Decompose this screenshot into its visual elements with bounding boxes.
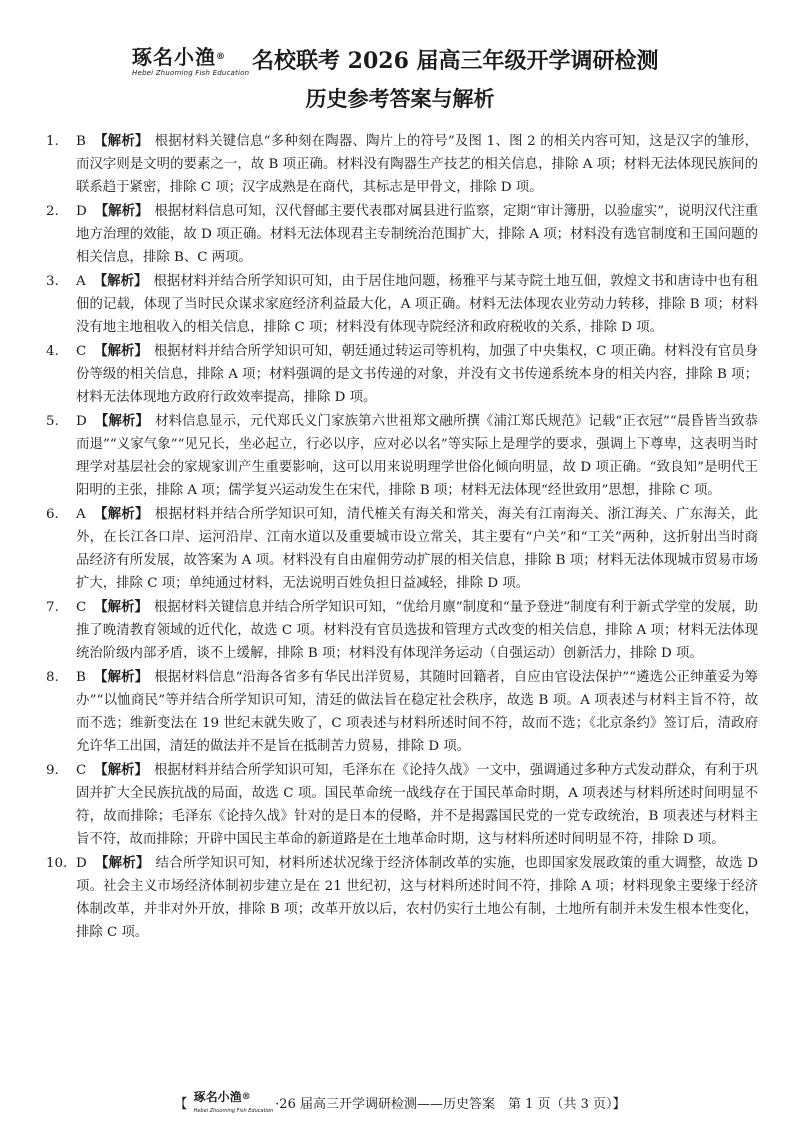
question-number: 4.	[46, 344, 59, 359]
analysis-tag: 【解析】	[93, 133, 149, 149]
answer-item-4	[46, 340, 758, 409]
answer-item-9	[46, 759, 758, 851]
analysis-text: 根据材料关键信息并结合所学知识可知，“优给月廪”制度和“量予登进”制度有利于新式学堂的发展，助推了晚清教育领域的近代化，故选 C 项。材料没有官员选拔和管理方式改变的相关信息，排除 A 项；材料无法体现统治阶级内部矛盾，谈不上缓解，排除 B 项；材料没有体现洋务运动（自强运动）创新活力，排除 D 项。	[76, 600, 759, 661]
answer-item-6	[46, 503, 758, 595]
page-header	[0, 38, 800, 128]
analysis-tag: 【解析】	[94, 855, 150, 871]
analysis-tag: 【解析】	[94, 762, 148, 778]
analysis-text: 根据材料并结合所学知识可知，由于居住地问题，杨雅平与某寺院土地互佃，敦煌文书和唐诗中也有租佃的记载，体现了当时民众谋求家庭经济利益最大化，A 项正确。材料无法体现农业劳动力转移，排除 B 项；材料没有地主地租收入的相关信息，排除 C 项；材料没有体现寺院经济和政府税收的关系，排除 D 项。	[76, 274, 759, 335]
answer-choice: B	[76, 134, 86, 149]
footer-logo-text: 琢名小渔	[193, 1090, 242, 1104]
analysis-tag: 【解析】	[93, 669, 149, 685]
footer-logo	[194, 1092, 274, 1117]
answer-list	[46, 130, 758, 945]
page-footer	[0, 1092, 800, 1117]
answer-item-7	[46, 596, 758, 665]
analysis-text: 根据材料并结合所学知识可知，清代榷关有海关和常关，海关有江南海关、浙江海关、广东海关，此外，在长江各口岸、运河沿岸、江南水道以及重要城市设立常关，其主要有“户关”和“工关”两种，这折射出当时商品经济有所发展，故答案为 A 项。材料没有自由雇佣劳动扩展的相关信息，排除 B 项；材料无法体现城市贸易市场扩大，排除 C 项；单纯通过材料，无法说明百姓负担日益减轻，排除 D 项。	[76, 507, 758, 591]
question-number: 9.	[46, 763, 59, 778]
exam-title: 名校联考 2026 届高三年级开学调研检测	[252, 48, 659, 74]
answer-choice: C	[76, 344, 87, 359]
analysis-tag: 【解析】	[94, 343, 148, 359]
answer-choice: D	[76, 856, 87, 871]
analysis-tag: 【解析】	[94, 203, 149, 219]
question-number: 2.	[46, 204, 59, 219]
analysis-text: 根据材料并结合所学知识可知，朝廷通过转运司等机构，加强了中央集权，C 项正确。材料没有官员身份等级的相关信息，排除 A 项；材料强调的是文书传递的对象，并没有文书传递系统本身的相关内容，排除 B 项；材料无法体现地方政府行政效率提高，排除 D 项。	[76, 344, 759, 405]
analysis-tag: 【解析】	[94, 599, 148, 615]
question-number: 3.	[46, 274, 59, 289]
question-number: 7.	[46, 600, 59, 615]
analysis-text: 根据材料信息“沿海各省多有华民出洋贸易，其随时回籍者，自应由官设法保护”“遴选公正绅董妥为筹办”“以恤商民”等并结合所学知识可知，清廷的做法旨在稳定社会秩序，故选 B 项。A 项表述与材料主旨不符，故而不选；维新变法在 19 世纪末就失败了，C 项表述与材料所述时间不符，故而不选；《北京条约》签订后，清政府允许华工出国，清廷的做法并不是旨在抵制苦力贸易，排除 D 项。	[76, 670, 758, 754]
question-number: 10.	[46, 856, 68, 871]
answer-choice: B	[76, 670, 86, 685]
answer-item-8	[46, 666, 758, 758]
answer-choice: D	[76, 414, 87, 429]
brand-logo-text: 琢名小渔	[132, 45, 216, 69]
footer-text: ·26 届高三开学调研检测——历史答案 第 1 页（共 3 页）	[275, 1097, 613, 1112]
analysis-text: 根据材料关键信息“多种刻在陶器、陶片上的符号”及图 1、图 2 的相关内容可知，这是汉字的雏形，而汉字则是文明的要素之一，故 B 项正确。材料没有陶器生产技艺的相关信息，排除 A 项；材料无法体现民族间的联系趋于紧密，排除 C 项；汉字成熟是在商代，其标志是甲骨文，排除 D 项。	[76, 134, 759, 195]
footer-logo-subtitle: Hebei Zhuoming Fish Education	[193, 1108, 274, 1114]
answer-choice: A	[76, 507, 86, 522]
answer-choice: D	[76, 204, 87, 219]
analysis-text: 结合所学知识可知，材料所述状况缘于经济体制改革的实施，也即国家发展政策的重大调整，故选 D 项。社会主义市场经济体制初步建立是在 21 世纪初，这与材料所述时间不符，排除 A 项；材料现象主要缘于经济体制改革，并非对外开放，排除 B 项；改革开放以后，农村仍实行土地公有制，土地所有制并未发生根本性变化，排除 C 项。	[76, 856, 759, 940]
analysis-text: 根据材料信息可知，汉代督邮主要代表郡对属县进行监察，定期“审计簿册，以验虚实”，说明汉代注重地方治理的效能，故 D 项正确。材料无法体现君主专制统治范围扩大，排除 A 项；材料没有选官制度和王国问题的相关信息，排除 B、C 两项。	[76, 204, 758, 265]
question-number: 8.	[46, 670, 59, 685]
question-number: 6.	[46, 507, 59, 522]
analysis-text: 材料信息显示，元代郑氏义门家族第六世祖郑文融所撰《浦江郑氏规范》记载“正衣冠”“晨昏皆当致恭而退”“义家气象”“见兄长，坐必起立，行必以序，应对必以名”等实际上是理学的要求，强调上下尊卑，这表明当时理学对基层社会的家规家训产生重要影响，这可以用来说明理学世俗化倾向明显，故 D 项正确。“致良知”是明代王阳明的主张，排除 A 项；儒学复兴运动发生在宋代，排除 B 项；材料无法体现“经世致用”思想，排除 C 项。	[76, 414, 758, 498]
analysis-tag: 【解析】	[93, 506, 149, 522]
answer-item-5	[46, 410, 758, 502]
answer-item-2	[46, 200, 758, 269]
answer-item-1	[46, 130, 758, 199]
answer-item-3	[46, 270, 758, 339]
brand-logo	[132, 46, 250, 82]
analysis-text: 根据材料并结合所学知识可知，毛泽东在《论持久战》一文中，强调通过多种方式发动群众，有利于巩固并扩大全民族抗战的局面，故选 C 项。国民革命统一战线存在于国民革命时期，A 项表述与材料所述时间明显不符，故而排除；毛泽东《论持久战》针对的是日本的侵略，并不是揭露国民党的一党专政统治，B 项表述与材料主旨不符，故而排除；开辟中国民主革命的新道路是在土地革命时期，这与材料所述时间明显不符，排除 D 项。	[76, 763, 759, 847]
answer-choice: A	[76, 274, 86, 289]
answer-item-10	[46, 852, 758, 944]
question-number: 1.	[46, 134, 59, 149]
document-subtitle: 历史参考答案与解析	[305, 86, 495, 111]
answer-choice: C	[76, 600, 87, 615]
registered-mark: ®	[216, 52, 226, 62]
answer-choice: C	[76, 763, 87, 778]
question-number: 5.	[46, 414, 59, 429]
footer-bracket-close: 】	[612, 1097, 626, 1112]
brand-logo-subtitle: Hebei Zhuoming Fish Education	[132, 69, 250, 77]
footer-registered-mark: ®	[241, 1092, 251, 1102]
analysis-tag: 【解析】	[93, 273, 148, 289]
analysis-tag: 【解析】	[94, 413, 150, 429]
footer-bracket-open: 【	[174, 1097, 188, 1112]
